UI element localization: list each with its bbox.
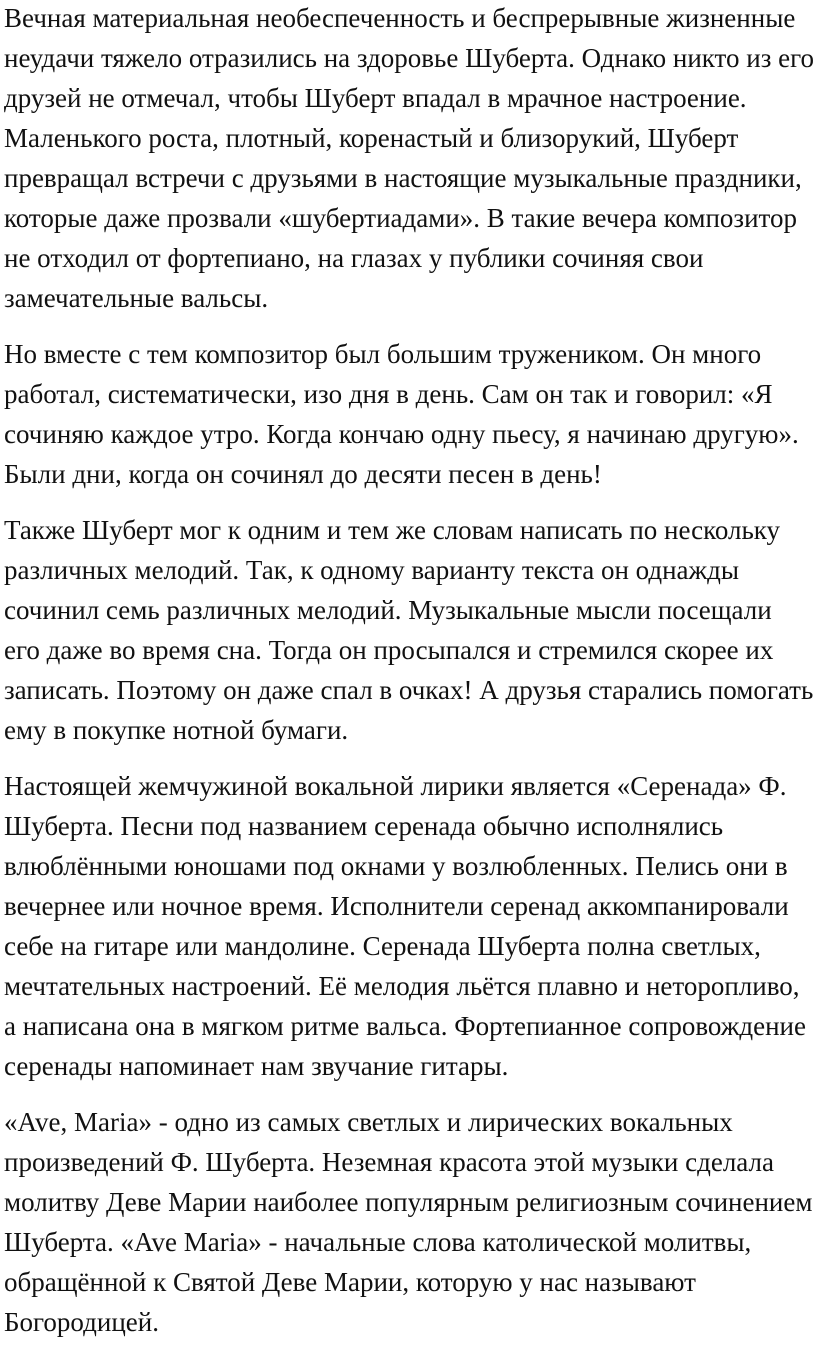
- paragraph-poverty-and-schubertiades: Вечная материальная необеспеченность и беспрерывные жизненные неудачи тяжело отразились на здоровье Шуберта. Однако никто из его друзей не отмечал, чтобы Шуберт впадал в мрачное настроение. Маленького роста, плотный, коренастый и близорукий, Шуберт превращал встречи с друзьями в настоящие музыкальные праздники, которые даже прозвали «шубертиадами». В такие вечера композитор не отходил от фортепиано, на глазах у публики сочиняя свои замечательные вальсы.: [4, 3, 814, 313]
- paragraph-serenade: Настоящей жемчужиной вокальной лирики является «Серенада» Ф. Шуберта. Песни под названием серенада обычно исполнялись влюблёнными юношами под окнами у возлюбленных. Пелись они в вечернее или ночное время. Исполнители серенад аккомпанировали себе на гитаре или мандолине. Серенада Шуберта полна светлых, мечтательных настроений. Её мелодия льётся плавно и неторопливо, а написана она в мягком ритме вальса. Фортепианное сопровождение серенады напоминает нам звучание гитары.: [4, 771, 806, 1081]
- paragraph-ave-maria: «Ave, Maria» - одно из самых светлых и лирических вокальных произведений Ф. Шуберта. Неземная красота этой музыки сделала молитву Деве Марии наиболее популярным религиозным сочинением Шуберта. «Ave Maria» - начальные слова католической молитвы, обращённой к Святой Деве Марии, которую у нас называют Богородицей.: [4, 1107, 813, 1337]
- paragraph-hard-worker: Но вместе с тем композитор был большим тружеником. Он много работал, систематически, изо дня в день. Сам он так и говорил: «Я сочиняю каждое утро. Когда кончаю одну пьесу, я начинаю другую». Были дни, когда он сочинял до десяти песен в день!: [4, 339, 799, 489]
- document-page: [4, 0, 814, 1358]
- paragraph-melodies: Также Шуберт мог к одним и тем же словам написать по нескольку различных мелодий. Так, к одному варианту текста он однажды сочинил семь различных мелодий. Музыкальные мысли посещали его даже во время сна. Тогда он просыпался и стремился скорее их записать. Поэтому он даже спал в очках! А друзья старались помогать ему в покупке нотной бумаги.: [4, 515, 814, 745]
